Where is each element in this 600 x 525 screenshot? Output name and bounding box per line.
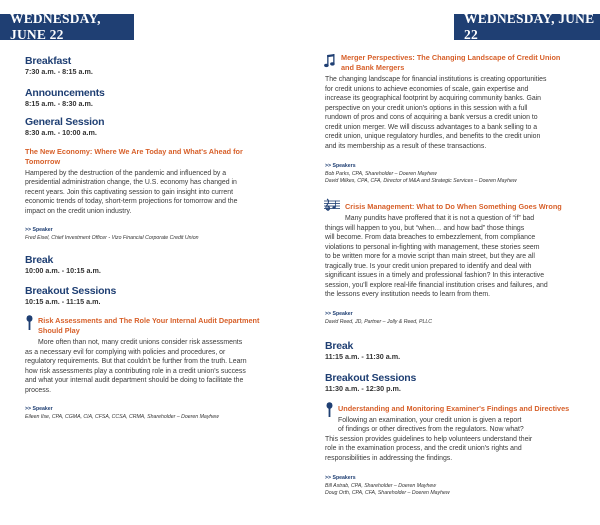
crisis-body-line: things will happen to you, but “when… and how bad” those things xyxy=(325,225,525,232)
merger-body-line: rundown of pros and cons of acquiring a bank versus a credit union to xyxy=(325,114,538,121)
risk-session-title-line1: Risk Assessments and The Role Your Internal Audit Department xyxy=(38,316,260,325)
risk-body-line: and what your internal audit department should be doing to facilitate the xyxy=(25,377,244,384)
examiner-body-line: of findings or other directives from the regulators. Now what? xyxy=(338,426,524,433)
economy-body-line: presidential administration change, the U.S. economy has changed in xyxy=(25,179,237,186)
economy-session-title-line2: Tomorrow xyxy=(25,157,61,166)
examiner-speaker: Doug Orth, CPA, CFA, Shareholder – Doeren Mayhew xyxy=(325,490,450,496)
date-banner-right xyxy=(454,11,600,42)
risk-session-title-line2: Should Play xyxy=(38,326,80,335)
merger-body-line: increase its geographical footprint by acquiring community banks. Gain xyxy=(325,95,542,102)
break-title-right: Break xyxy=(325,340,354,352)
risk-body-line: More often than not, many credit unions consider risk assessments xyxy=(38,339,243,346)
risk-body-line: regulatory requirements. But that couldn't be further from the truth. Learn xyxy=(25,358,247,365)
breakout-title-right: Breakout Sessions xyxy=(325,372,417,384)
crisis-body-line: session, you'll explore real-life financial institution crises and failures, and xyxy=(325,282,548,289)
risk-body-line: how risk assessments play a contributing role in a credit union's success xyxy=(25,368,246,375)
economy-body-line: impact on the credit union industry. xyxy=(25,208,132,215)
announcements-time: 8:15 a.m. - 8:30 a.m. xyxy=(25,99,93,108)
date-banner-left xyxy=(0,11,134,42)
risk-speaker: Eileen Ilse, CPA, CGMA, CIA, CFSA, CCSA, CRMA, Shareholder – Doeren Mayhew xyxy=(25,414,219,420)
break-title-left: Break xyxy=(25,254,54,266)
merger-body-line: credit union merger. We will discuss advantages to a bank selling to a xyxy=(325,124,538,131)
economy-body-line: Hampered by the destruction of the pandemic and influenced by a xyxy=(25,170,227,177)
date-banner-right-text: WEDNESDAY, JUNE 22 xyxy=(464,11,595,42)
merger-session-title-line1: Merger Perspectives: The Changing Landscape of Credit Union xyxy=(341,53,561,62)
general-session-time: 8:30 a.m. - 10:00 a.m. xyxy=(25,128,97,137)
break-time-right: 11:15 a.m. - 11:30 a.m. xyxy=(325,352,401,361)
examiner-body-line: role in the examination process, and the credit union's rights and xyxy=(325,445,522,452)
crisis-body-line: violations to personal in-fighting with management, these stories seem xyxy=(325,244,540,251)
examiner-session-title: Understanding and Monitoring Examiner's Findings and Directives xyxy=(338,404,570,413)
economy-session-title-line1: The New Economy: Where We Are Today and What's Ahead for xyxy=(25,147,243,156)
microphone-icon xyxy=(26,315,33,331)
examiner-body-line: Following an examination, your credit union is given a report xyxy=(338,417,522,424)
merger-speaker: Bob Parks, CPA, Shareholder – Doeren Mayhew xyxy=(325,171,437,177)
breakout-title-left: Breakout Sessions xyxy=(25,285,117,297)
merger-body-line: credit union, unique regulatory hurdles, and benefits to the credit union xyxy=(325,133,541,140)
risk-body-line: as a necessary evil for complying with policies and procedures, or xyxy=(25,349,226,356)
microphone-icon xyxy=(326,402,333,418)
merger-body-line: perspective on your credit union's options in this session with a full xyxy=(325,105,528,112)
examiner-speaker-label: >> Speakers xyxy=(325,475,356,481)
merger-speaker: David Milkes, CPA, CFA, Director of M&A and Strategic Services – Doeren Mayhew xyxy=(325,178,517,184)
economy-body-line: economic trends of today, short-term projections for tomorrow and the xyxy=(25,198,238,205)
risk-speaker-label: >> Speaker xyxy=(25,406,53,412)
announcements-title: Announcements xyxy=(25,87,105,99)
crisis-session-title: Crisis Management: What to Do When Something Goes Wrong xyxy=(345,202,562,211)
examiner-body-line: This session provides guidelines to help volunteers understand their xyxy=(325,436,533,443)
examiner-speaker: Bill Astrab, CPA, Shareholder – Doeren Mayhew xyxy=(325,483,437,489)
music-staff-icon xyxy=(324,198,340,212)
crisis-body-line: tragically true. Is your credit union prepared to identify and deal with xyxy=(325,263,532,270)
crisis-body-line: the lessons every institution needs to learn from them. xyxy=(325,291,491,298)
crisis-body-line: to be written more for a movie script than main street, but they are all xyxy=(325,253,535,260)
crisis-body-line: will become. From data breaches to embezzlement, from compliance xyxy=(325,234,536,241)
merger-body-line: The changing landscape for financial institutions is creating opportunities xyxy=(325,76,547,83)
merger-session-title-line2: and Bank Mergers xyxy=(341,63,405,72)
risk-body-line: process. xyxy=(25,387,52,394)
crisis-body-line: Many pundits have proffered that it is not a question of “if” bad xyxy=(345,215,535,222)
crisis-speaker: David Reed, JD, Partner – Jolly & Reed, PLLC xyxy=(325,319,432,325)
merger-body-line: for credit unions to achieve economies of scale, gain expertise and xyxy=(325,86,529,93)
general-session-title: General Session xyxy=(25,116,105,128)
breakfast-time: 7:30 a.m. - 8:15 a.m. xyxy=(25,67,93,76)
merger-body-line: and its membership as a result of these transactions. xyxy=(325,143,487,150)
breakout-time-left: 10:15 a.m. - 11:15 a.m. xyxy=(25,297,101,306)
economy-body-line: recent years. Join this captivating session to gain insight into current xyxy=(25,189,233,196)
crisis-speaker-label: >> Speaker xyxy=(325,311,353,317)
breakfast-title: Breakfast xyxy=(25,55,72,67)
crisis-body-line: significant issues in a timely and professional fashion? In this interactive xyxy=(325,272,545,279)
merger-speaker-label: >> Speakers xyxy=(325,163,356,169)
economy-speaker: Fred Eisel, Chief Investment Officer - Vizo Financial Corporate Credit Union xyxy=(25,235,199,241)
economy-speaker-label: >> Speaker xyxy=(25,227,53,233)
music-note-icon xyxy=(324,54,336,68)
date-banner-left-text: WEDNESDAY, JUNE 22 xyxy=(10,11,101,42)
examiner-body-line: responsibilities in addressing the findings. xyxy=(325,455,453,462)
break-time-left: 10:00 a.m. - 10:15 a.m. xyxy=(25,266,101,275)
breakout-time-right: 11:30 a.m. - 12:30 p.m. xyxy=(325,384,401,393)
